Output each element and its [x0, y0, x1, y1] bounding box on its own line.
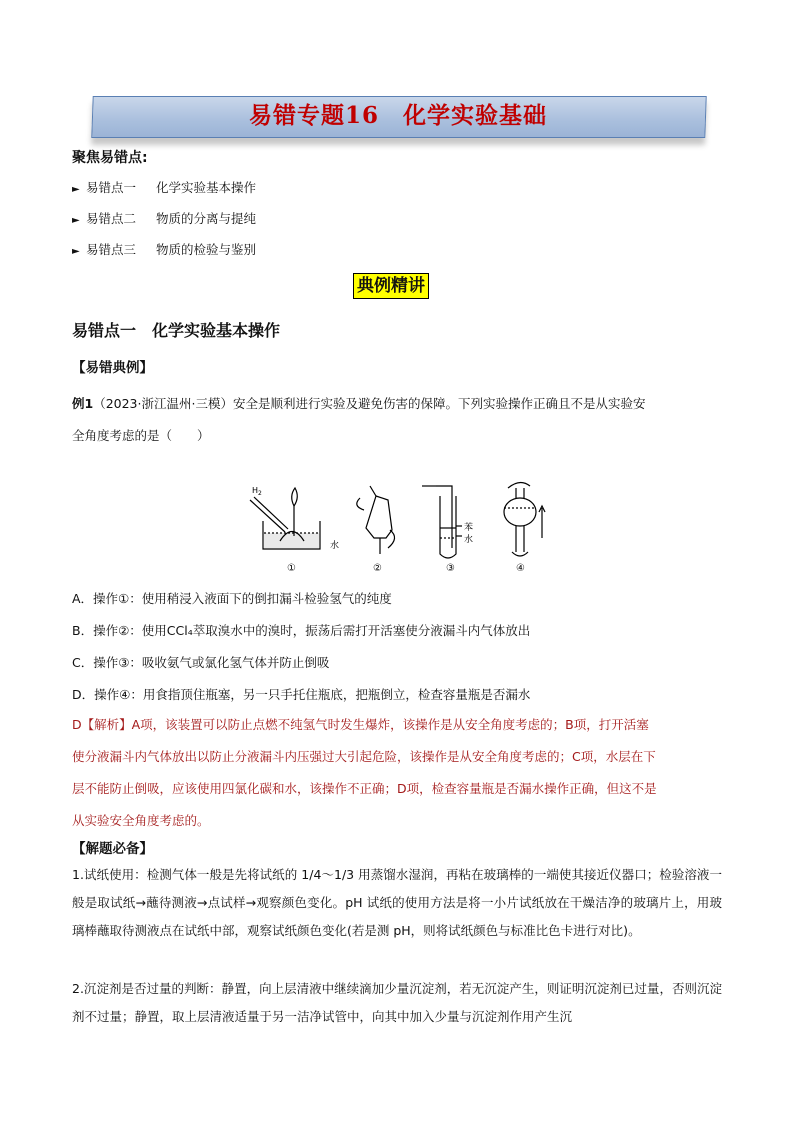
option-c: C．操作③：吸收氨气或氯化氢气体并防止倒吸 — [72, 655, 330, 670]
focus-point-3: ► 易错点三 物质的检验与鉴别 — [72, 242, 257, 257]
note-1: 1.试纸使用：检测气体一般是先将试纸的 1/4～1/3 用蒸馏水湿润，再粘在玻璃棒的一端使其接近仪器口；检验溶液一般是取试纸→蘸待测液→点试样→观察颜色变化。pH 试纸的使用方法是将一小片试纸放在干燥洁净的玻璃片上，用玻璃棒蘸取待测液点在试纸中部，观察试纸颜色变化(若是测 pH，则将试纸颜色与标准比色卡进行对比)。 — [72, 867, 722, 938]
marker-2: ② — [373, 563, 382, 574]
triangle-bullet-icon: ► — [72, 215, 80, 226]
marker-4: ④ — [516, 563, 525, 574]
solve-tag: 【解题必备】 — [72, 841, 153, 857]
apparatus-2 — [357, 486, 395, 554]
page-title: 易错专题16 化学实验基础 — [248, 102, 547, 129]
note-2: 2.沉淀剂是否过量的判断：静置，向上层清液中继续滴加少量沉淀剂，若无沉淀产生，则证明沉淀剂已过量，否则沉淀剂不过量；静置，取上层清液适量于另一洁净试管中，向其中加入少量与沉淀剂作用产生沉 — [72, 981, 722, 1024]
water-label: 水 — [330, 541, 340, 551]
example-tag: 【易错典例】 — [72, 360, 153, 376]
marker-3: ③ — [446, 563, 455, 574]
h2-label: H — [252, 486, 259, 495]
apparatus-4 — [504, 482, 545, 556]
triangle-bullet-icon: ► — [72, 246, 80, 257]
section-badge: 典例精讲 — [353, 273, 429, 299]
focus-heading: 聚焦易错点: — [72, 150, 148, 166]
focus-point-1: ► 易错点一 化学实验基本操作 — [72, 180, 257, 195]
focus-point-2: ► 易错点二 物质的分离与提纯 — [72, 211, 257, 226]
option-b: B．操作②：使用CCl₄萃取溴水中的溴时，振荡后需打开活塞使分液漏斗内气体放出 — [72, 623, 531, 638]
benzene-label: 苯 — [464, 523, 474, 533]
apparatus-3 — [422, 486, 462, 558]
analysis-text: D【解析】A项，该装置可以防止点燃不纯氢气时发生爆炸，该操作是从安全角度考虑的；B项，打开活塞 使分液漏斗内气体放出以防止分液漏斗内压强过大引起危险，该操作是从安全角度考虑的；C项，水层在下 层不能防止倒吸，应该使用四氯化碳和水，该操作不正确；D项，检查容量瓶是否漏水操作正确，但这不是 从实验安全角度考虑的。 — [72, 717, 657, 828]
apparatus-1 — [250, 488, 320, 549]
option-a: A．操作①：使用稍浸入液面下的倒扣漏斗检验氢气的纯度 — [72, 591, 392, 606]
example-label: 例1 — [72, 396, 94, 411]
h2-subscript: 2 — [258, 490, 262, 497]
example-question: 例1（2023·浙江温州·三模）安全是顺利进行实验及避免伤害的保障。下列实验操作正确且不是从实验安 全角度考虑的是（ ） — [72, 396, 646, 443]
water-label-2: 水 — [464, 535, 474, 545]
section-title: 易错点一 化学实验基本操作 — [72, 321, 281, 340]
triangle-bullet-icon: ► — [72, 184, 80, 195]
option-d: D．操作④：用食指顶住瓶塞，另一只手托住瓶底，把瓶倒立，检查容量瓶是否漏水 — [72, 687, 531, 702]
apparatus-figure — [240, 478, 560, 578]
marker-1: ① — [287, 563, 296, 574]
